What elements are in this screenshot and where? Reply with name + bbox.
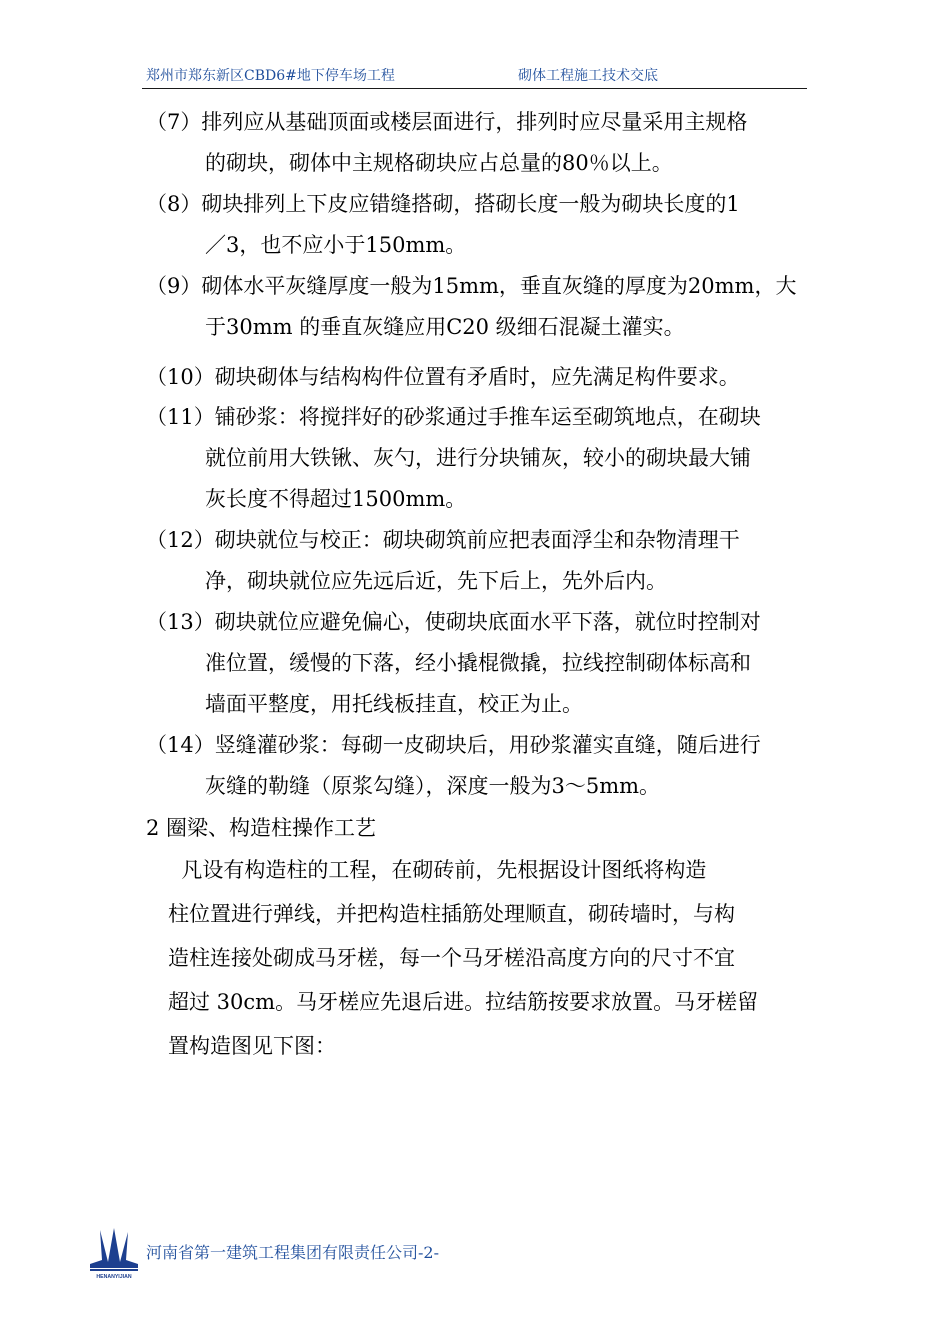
paragraph-line: 柱位置进行弹线，并把构造柱插筋处理顺直，砌砖墙时，与构 (168, 902, 735, 926)
section-heading: 2 圈梁、构造柱操作工艺 (146, 816, 377, 840)
paragraph-line: 置构造图见下图： (168, 1034, 336, 1058)
paragraph-line: 超过 30cm。马牙槎应先退后进。拉结筋按要求放置。马牙槎留 (168, 990, 759, 1014)
paragraph-line: 凡设有构造柱的工程，在砌砖前，先根据设计图纸将构造 (168, 858, 707, 882)
list-item-line: （14）竖缝灌砂浆：每砌一皮砌块后，用砂浆灌实直缝，随后进行 (146, 733, 761, 757)
list-item-line: （9）砌体水平灰缝厚度一般为15mm，垂直灰缝的厚度为20mm，大 (146, 274, 797, 298)
list-item-7 (0, 102, 747, 184)
list-item-line: ／3，也不应小于150mm。 (205, 233, 467, 257)
list-item-line: （8）砌块排列上下皮应错缝搭砌，搭砌长度一般为砌块长度的1 (146, 192, 740, 216)
footer-company-page (146, 1243, 439, 1263)
list-item-line: （7）排列应从基础顶面或楼层面进行，排列时应尽量采用主规格 (146, 110, 748, 134)
company-logo (86, 1220, 142, 1280)
list-item-line: （11）铺砂浆：将搅拌好的砂浆通过手推车运至砌筑地点，在砌块 (146, 405, 761, 429)
list-item-13 (0, 602, 761, 725)
header-doc-title: 砌体工程施工技术交底 (518, 68, 658, 84)
list-item-line: 准位置，缓慢的下落，经小撬棍微撬，拉线控制砌体标高和 (205, 651, 751, 675)
list-item-14 (0, 725, 761, 807)
list-item-12 (0, 520, 740, 602)
header-project-name: 郑州市郑东新区CBD6#地下停车场工程 (146, 68, 395, 84)
list-item-10 (0, 357, 740, 398)
list-item-line: 墙面平整度，用托线板挂直，校正为止。 (205, 692, 583, 716)
page-number: -2- (418, 1243, 440, 1262)
list-item-line: （12）砌块就位与校正：砌块砌筑前应把表面浮尘和杂物清理干 (146, 528, 740, 552)
list-item-line: 灰长度不得超过1500mm。 (205, 487, 467, 511)
list-item-line: （13）砌块就位应避免偏心，使砌块底面水平下落，就位时控制对 (146, 610, 761, 634)
list-item-line: 灰缝的勒缝（原浆勾缝），深度一般为3～5mm。 (205, 774, 661, 798)
list-item-line: （10）砌块砌体与结构构件位置有矛盾时，应先满足构件要求。 (146, 365, 740, 389)
logo-text: HENANYIJIAN (96, 1274, 132, 1280)
list-item-11 (0, 397, 761, 520)
section-body-paragraph (168, 848, 758, 1068)
list-item-line: 净，砌块就位应先远后近，先下后上，先外后内。 (205, 569, 667, 593)
paragraph-line: 造柱连接处砌成马牙槎，每一个马牙槎沿高度方向的尺寸不宜 (168, 946, 735, 970)
list-item-8 (0, 184, 740, 266)
header-divider (142, 88, 807, 89)
list-item-9 (0, 266, 796, 348)
list-item-line: 的砌块，砌体中主规格砌块应占总量的80％以上。 (205, 151, 673, 175)
footer-company: 河南省第一建筑工程集团有限责任公司 (146, 1243, 419, 1262)
list-item-line: 就位前用大铁锹、灰勺，进行分块铺灰，较小的砌块最大铺 (205, 446, 751, 470)
list-item-line: 于30mm 的垂直灰缝应用C20 级细石混凝土灌实。 (205, 315, 685, 339)
